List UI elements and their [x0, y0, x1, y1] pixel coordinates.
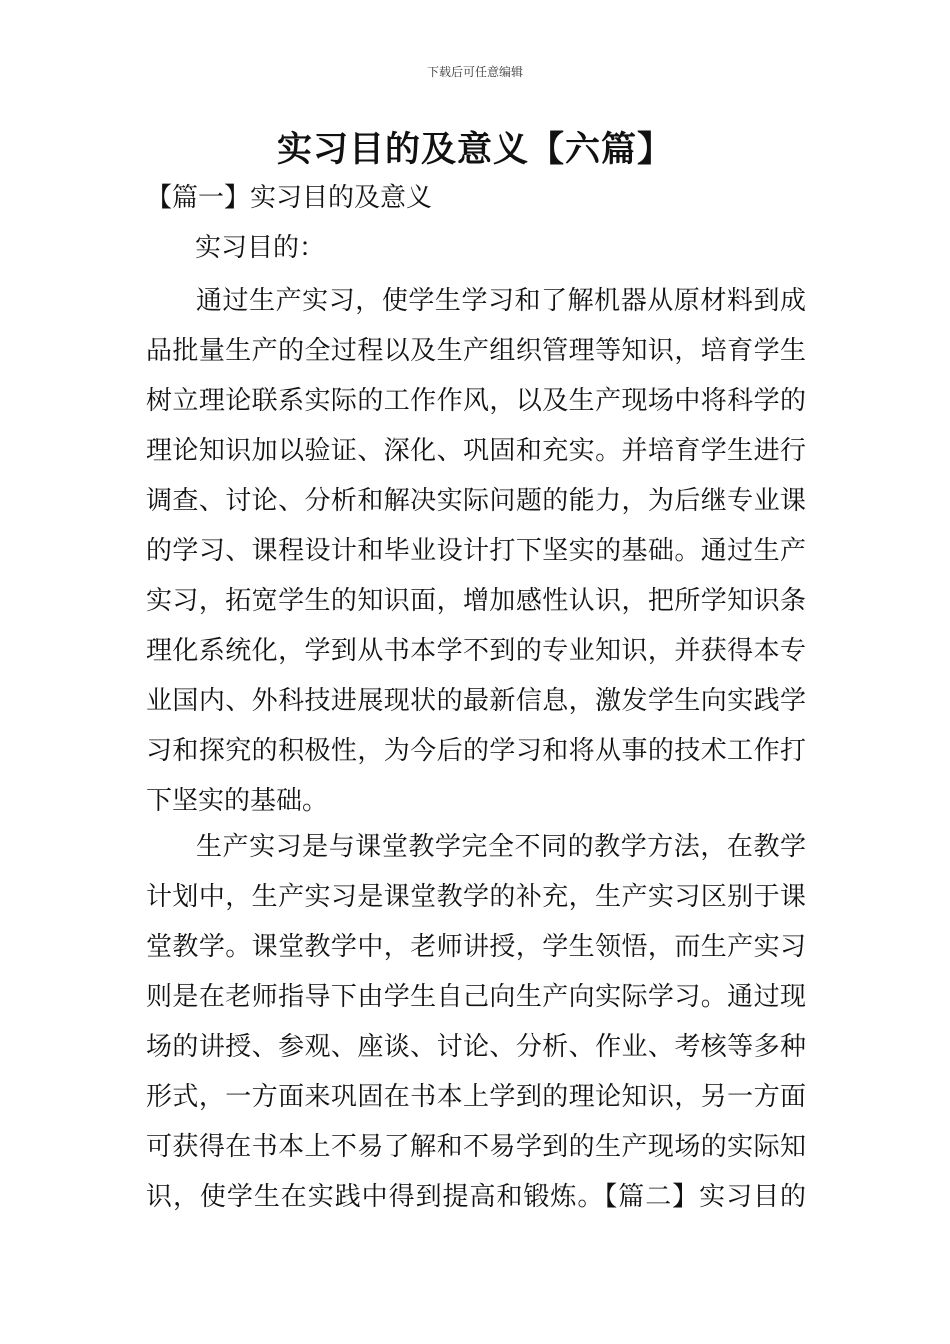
paragraph-line: 的学习、课程设计和毕业设计打下坚实的基础。通过生产 [146, 536, 806, 566]
paragraph-line: 理论知识加以验证、深化、巩固和充实。并培育学生进行 [146, 436, 806, 466]
subheading: 实习目的： [195, 233, 326, 263]
paragraph-line: 形式，一方面来巩固在书本上学到的理论知识，另一方面 [146, 1082, 806, 1112]
paragraph-line: 品批量生产的全过程以及生产组织管理等知识，培育学生 [146, 336, 806, 366]
paragraph-line: 通过生产实习，使学生学习和了解机器从原材料到成 [196, 286, 806, 316]
body-paragraph-1 [146, 276, 806, 826]
paragraph-line: 调查、讨论、分析和解决实际问题的能力，为后继专业课 [146, 486, 806, 516]
body-paragraph-2 [146, 822, 806, 1222]
paragraph-line: 习和探究的积极性，为今后的学习和将从事的技术工作打 [146, 736, 806, 766]
paragraph-line: 实习，拓宽学生的知识面，增加感性认识，把所学知识条 [146, 586, 806, 616]
section-heading: 【篇一】实习目的及意义 [146, 183, 433, 213]
paragraph-line: 下坚实的基础。 [146, 786, 329, 816]
paragraph-line: 树立理论联系实际的工作作风，以及生产现场中将科学的 [146, 386, 806, 416]
document-title: 实习目的及意义【六篇】 [276, 130, 673, 170]
paragraph-line: 场的讲授、参观、座谈、讨论、分析、作业、考核等多种 [146, 1032, 806, 1062]
paragraph-line: 识，使学生在实践中得到提高和锻炼。【篇二】实习目的 [146, 1182, 806, 1212]
paragraph-line: 计划中，生产实习是课堂教学的补充，生产实习区别于课 [146, 882, 806, 912]
paragraph-line: 理化系统化，学到从书本学不到的专业知识，并获得本专 [146, 636, 806, 666]
paragraph-line: 堂教学。课堂教学中，老师讲授，学生领悟，而生产实习 [146, 932, 806, 962]
paragraph-line: 业国内、外科技进展现状的最新信息，激发学生向实践学 [146, 686, 806, 716]
paragraph-line: 生产实习是与课堂教学完全不同的教学方法，在教学 [196, 832, 806, 862]
paragraph-line: 则是在老师指导下由学生自己向生产向实际学习。通过现 [146, 982, 806, 1012]
page-header-note: 下载后可任意编辑 [426, 65, 523, 79]
paragraph-line: 可获得在书本上不易了解和不易学到的生产现场的实际知 [146, 1132, 806, 1162]
